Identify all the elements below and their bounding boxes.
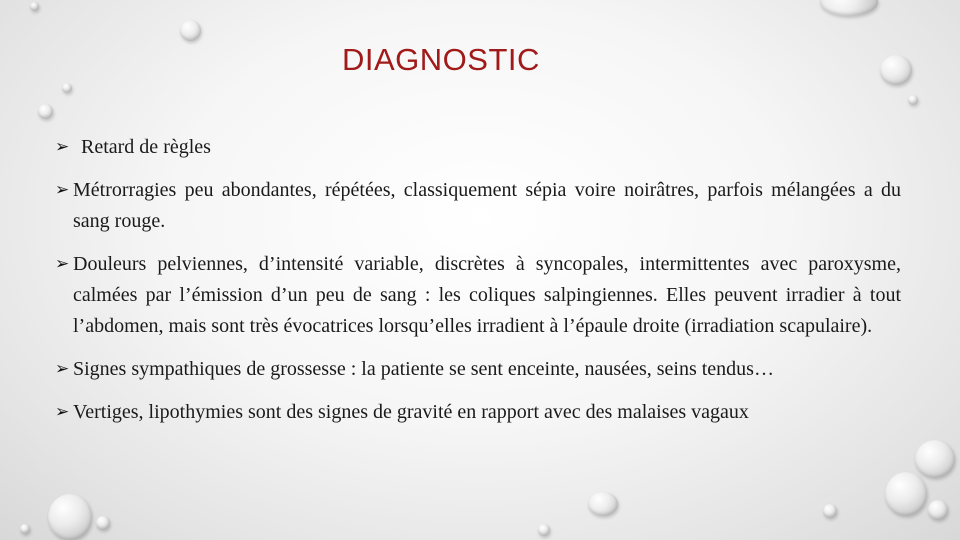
slide-title: DIAGNOSTIC [342, 42, 540, 77]
arrow-bullet-icon: ➢ [55, 254, 70, 274]
bullet-text: Douleurs pelviennes, d’intensité variable, discrètes à syncopales, intermittentes avec paroxysme, calmées par l’émission d’un peu de sang : les coliques salpingiennes. Elles peuvent irradier à tout l’abdomen, mais sont très évocatrices lorsqu’elles irradient à l’épaule droite (irradiation scapulaire). [73, 253, 901, 337]
bullet-item [55, 132, 901, 163]
bullet-item [55, 397, 901, 428]
arrow-bullet-icon: ➢ [55, 402, 70, 422]
bullet-text: Vertiges, lipothymies sont des signes de gravité en rapport avec des malaises vagaux [73, 401, 749, 423]
arrow-bullet-icon: ➢ [55, 180, 70, 200]
bullet-item [55, 354, 901, 385]
arrow-bullet-icon: ➢ [55, 137, 70, 157]
bullet-list [55, 132, 901, 440]
bullet-text: Retard de règles [81, 136, 211, 158]
bullet-text: Signes sympathiques de grossesse : la patiente se sent enceinte, nausées, seins tendus… [73, 358, 774, 380]
arrow-bullet-icon: ➢ [55, 359, 70, 379]
bullet-text: Métrorragies peu abondantes, répétées, classiquement sépia voire noirâtres, parfois mélangées a du sang rouge. [73, 179, 901, 232]
bullet-item [55, 175, 901, 237]
bullet-item [55, 249, 901, 342]
